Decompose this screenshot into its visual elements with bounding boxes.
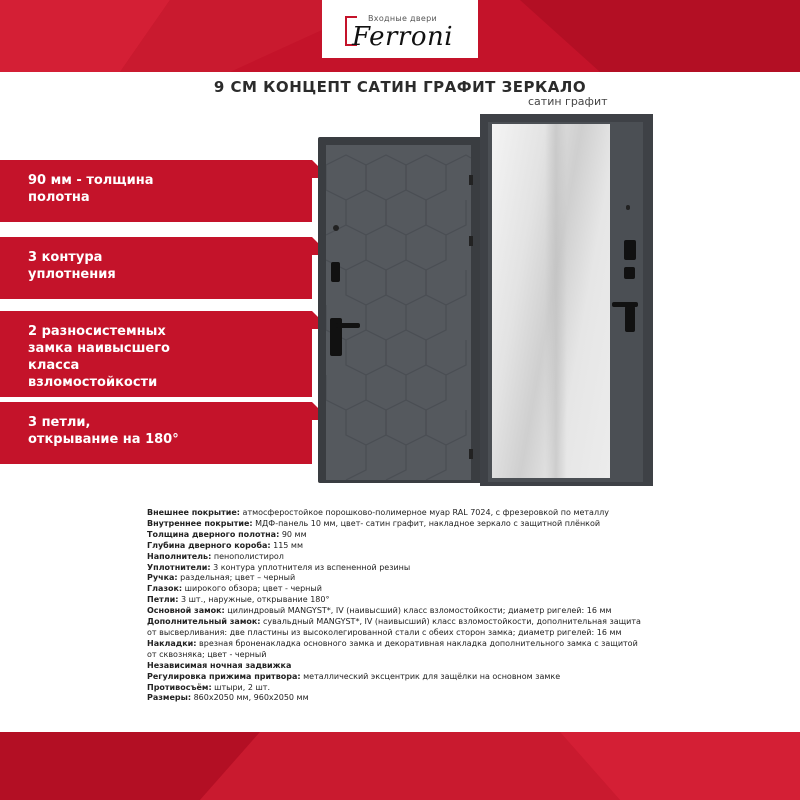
feature-label: 3 петли, открывание на 180° — [28, 415, 179, 447]
spec-item: Дополнительный замок: сувальдный MANGYST*, IV (наивысший) класс взломостойкости, дополнительная защита от высверливания: две пластины из высоколегированной стали с обеих сторон замка; диаметр ригелей: 16 мм — [147, 617, 641, 637]
spec-item: Уплотнители: 3 контура уплотнителя из вспененной резины — [147, 562, 411, 572]
feature-thickness — [0, 160, 312, 222]
footer-decoration — [0, 732, 800, 800]
spec-item: Глубина дверного короба: 115 мм — [147, 540, 304, 550]
spec-list — [147, 508, 647, 704]
hinge-middle — [469, 236, 473, 246]
feature-seals — [0, 237, 312, 299]
page-subtitle: сатин графит — [528, 95, 608, 108]
door-exterior-panel — [326, 145, 471, 480]
night-latch-plate — [624, 240, 636, 260]
logo-tagline: Входные двери — [368, 14, 438, 23]
hinge-bottom — [469, 449, 473, 459]
spec-item: Глазок: широкого обзора; цвет - черный — [147, 584, 322, 594]
spec-item: Противосъём: штыри, 2 шт. — [147, 682, 270, 692]
feature-label: 90 мм - толщина полотна — [28, 173, 154, 205]
spec-item: Петли: 3 шт., наружные, открывание 180° — [147, 595, 330, 605]
feature-label: 2 разносистемных замка наивысшего класса взломостойкости — [28, 324, 170, 390]
spec-item: Внешнее покрытие: атмосферостойкое порошково-полимерное муар RAL 7024, с фрезеровкой по металлу — [147, 508, 609, 517]
spec-item: Размеры: 860х2050 мм, 960х2050 мм — [147, 693, 309, 703]
footer-band — [0, 732, 800, 800]
spec-item: Ручка: раздельная; цвет – черный — [147, 573, 296, 583]
mirror-reflection — [545, 124, 567, 478]
spec-item: Внутреннее покрытие: МДФ-панель 10 мм, цвет- сатин графит, накладное зеркало с защитной плёнкой — [147, 518, 601, 528]
hinge-top — [469, 175, 473, 185]
spec-item: Наполнитель: пенополистирол — [147, 551, 284, 561]
peephole-icon — [333, 225, 339, 231]
milling-pattern — [326, 145, 471, 480]
door-handle — [336, 323, 360, 328]
logo-name: Ferroni — [352, 22, 454, 52]
feature-locks — [0, 311, 312, 397]
top-lock-plate — [331, 262, 340, 282]
spec-item: Толщина дверного полотна: 90 мм — [147, 529, 307, 539]
spec-item: Независимая ночная задвижка — [147, 660, 292, 670]
spec-item: Основной замок: цилиндровый MANGYST*, IV (наивысший) класс взломостойкости; диаметр ригелей: 16 мм — [147, 606, 612, 616]
spec-item: Накладки: врезная броненакладка основного замка и декоративная накладка дополнительного замка с защитой от сквозняка; цвет - черный — [147, 638, 638, 659]
feature-label: 3 контура уплотнения — [28, 250, 116, 282]
turn-knob-plate — [624, 267, 635, 279]
inner-lock-plate — [625, 306, 635, 332]
peephole-inner-icon — [626, 205, 630, 210]
spec-item: Регулировка прижима притвора: металлический эксцентрик для защёлки на основном замке — [147, 671, 561, 681]
page-title: 9 СМ КОНЦЕПТ САТИН ГРАФИТ ЗЕРКАЛО — [213, 78, 587, 96]
feature-hinges — [0, 402, 312, 464]
